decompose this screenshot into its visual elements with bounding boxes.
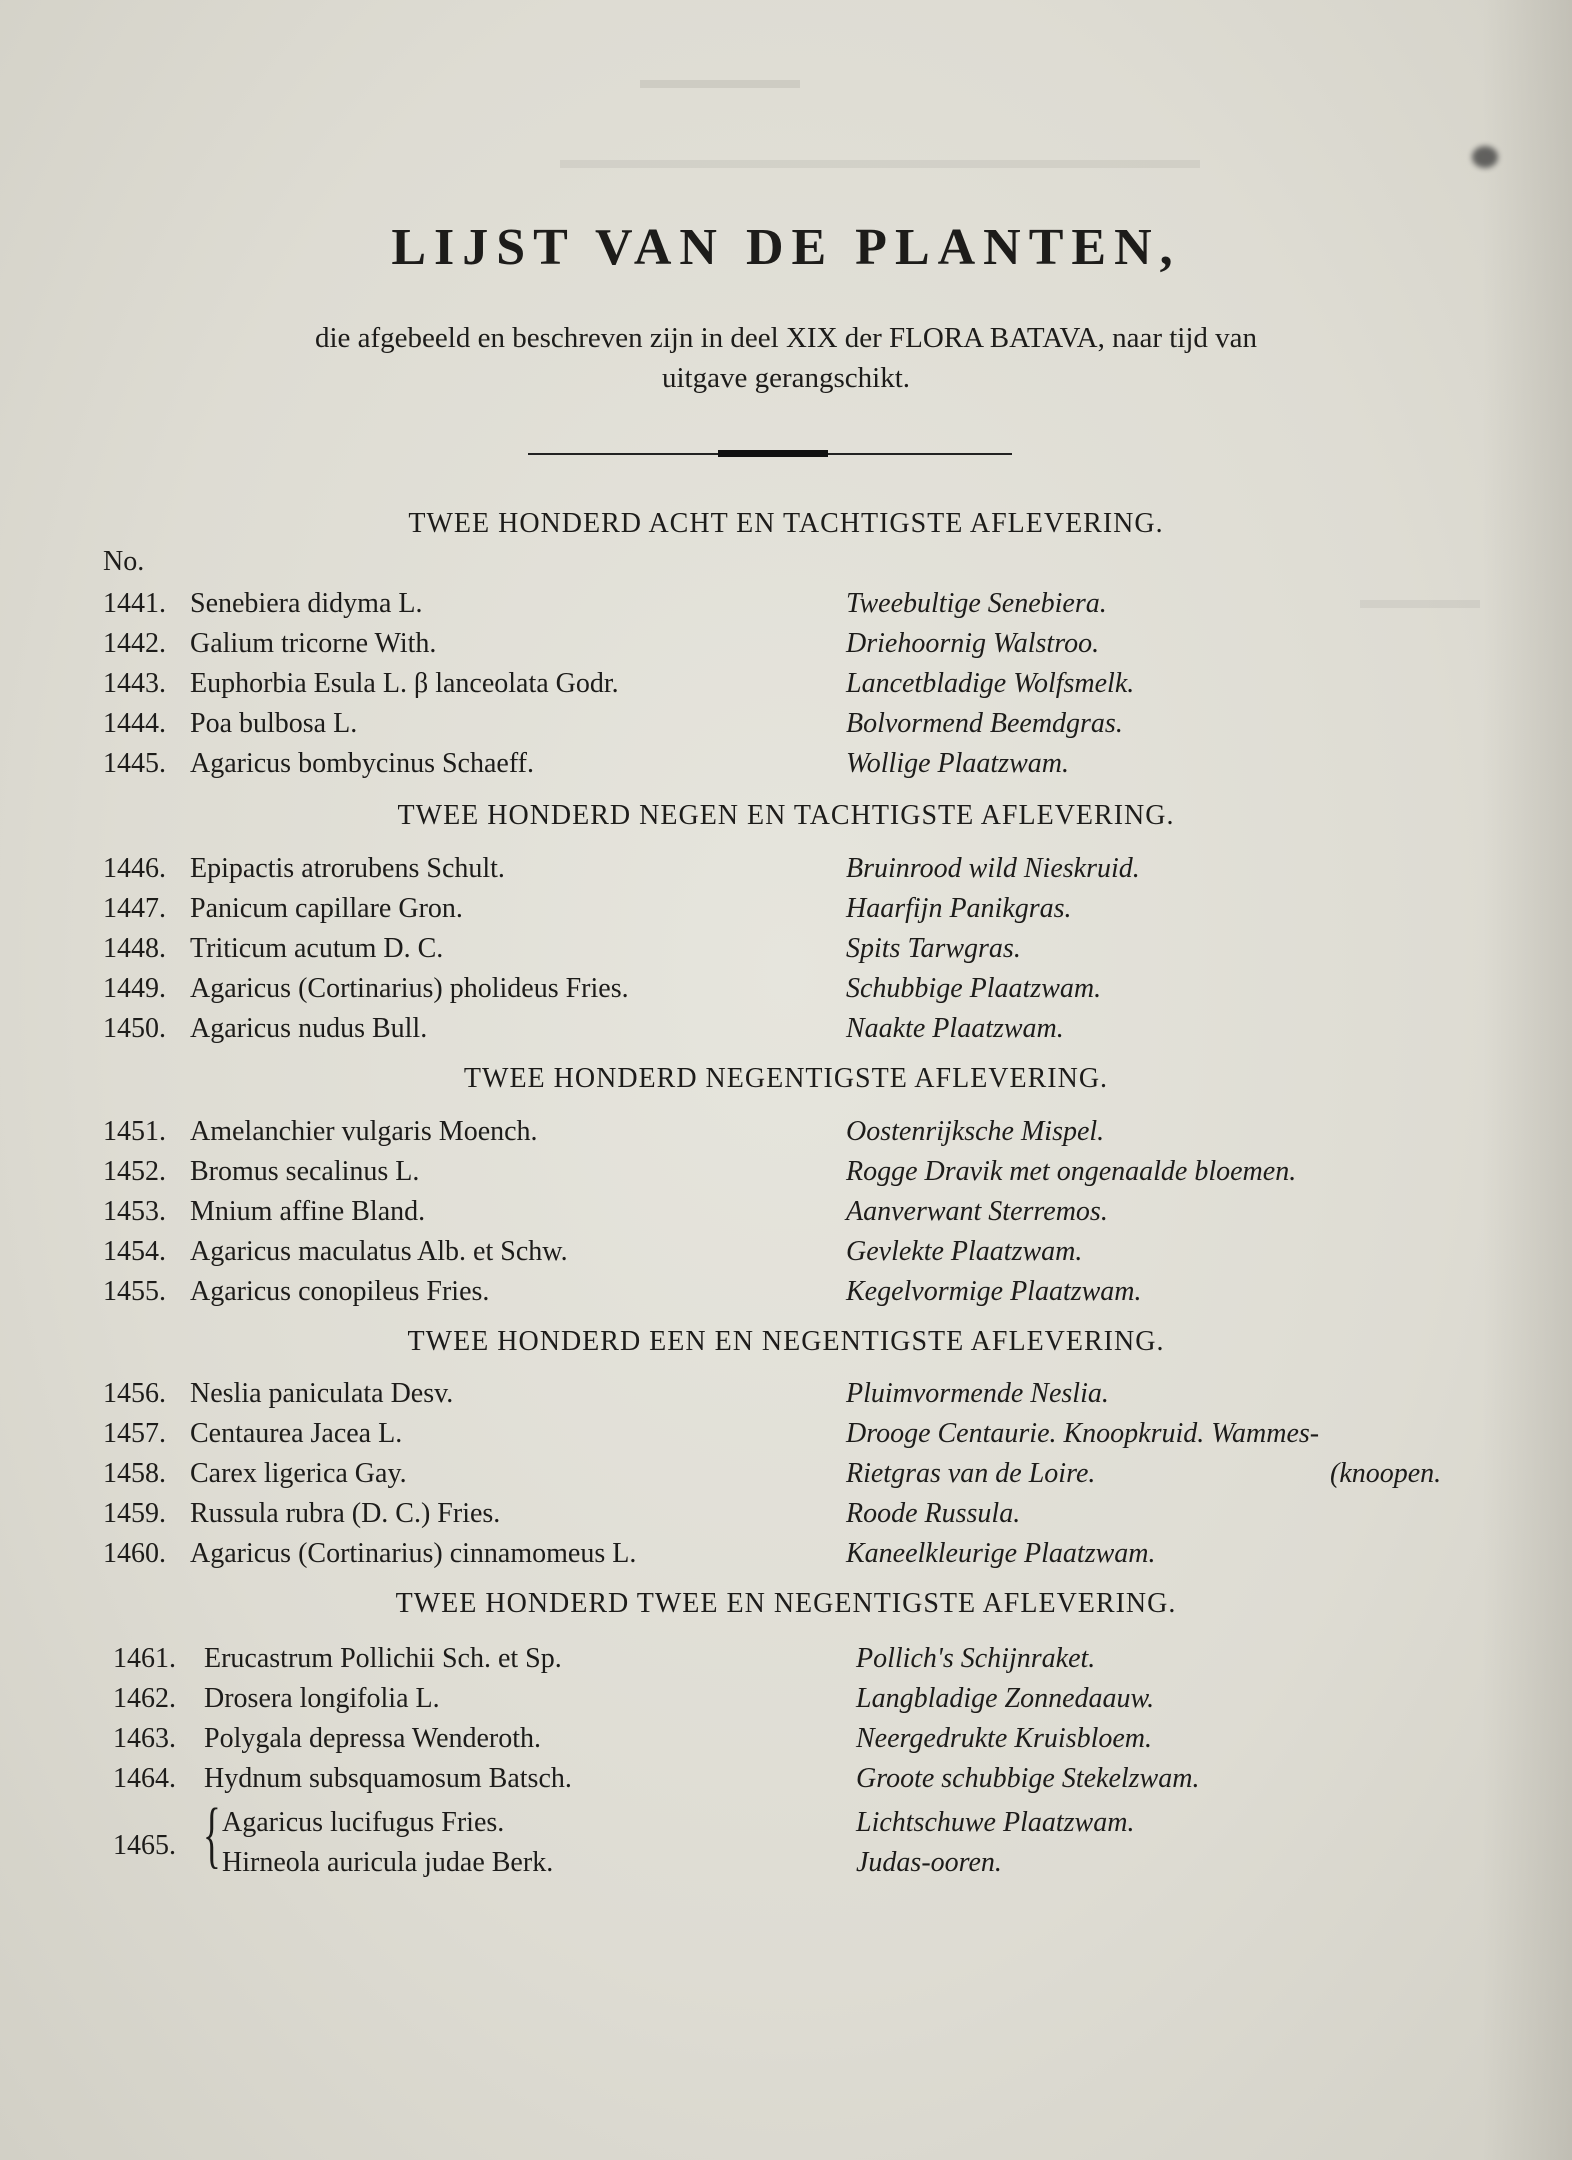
scientific-name: Polygala depressa Wenderoth. — [204, 1723, 542, 1754]
common-name: Lancetbladige Wolfsmelk. — [846, 668, 1135, 699]
scientific-name: Agaricus conopileus Fries. — [190, 1276, 490, 1307]
list-item — [0, 588, 1572, 628]
scientific-name: Panicum capillare Gron. — [190, 893, 463, 924]
common-name: Judas-ooren. — [856, 1847, 1002, 1878]
common-name: Pluimvormende Neslia. — [846, 1378, 1109, 1409]
number-column-label: No. — [103, 546, 145, 577]
list-item — [0, 1013, 1572, 1053]
section-heading: TWEE HONDERD NEGENTIGSTE AFLEVERING. — [463, 1063, 1109, 1094]
scientific-name: Centaurea Jacea L. — [190, 1418, 403, 1449]
common-name: Drooge Centaurie. Knoopkruid. Wammes- — [846, 1418, 1320, 1449]
scientific-name: Amelanchier vulgaris Moench. — [190, 1116, 538, 1147]
section-heading: TWEE HONDERD TWEE EN NEGENTIGSTE AFLEVERING. — [395, 1588, 1177, 1619]
list-item — [0, 1643, 1572, 1683]
list-item — [0, 893, 1572, 933]
list-item — [0, 1236, 1572, 1276]
entry-number: 1441. — [103, 588, 166, 619]
entry-number: 1455. — [103, 1276, 166, 1307]
page-title: LIJST VAN DE PLANTEN, — [391, 219, 1181, 276]
common-name: Groote schubbige Stekelzwam. — [856, 1763, 1200, 1794]
common-name: Langbladige Zonnedaauw. — [856, 1683, 1155, 1714]
entry-number: 1462. — [113, 1683, 176, 1714]
entry-number: 1457. — [103, 1418, 166, 1449]
list-item — [0, 748, 1572, 788]
scientific-name: Drosera longifolia L. — [204, 1683, 440, 1714]
scientific-name: Agaricus lucifugus Fries. — [222, 1807, 505, 1838]
entry-number: 1464. — [113, 1763, 176, 1794]
common-name: Tweebultige Senebiera. — [846, 588, 1107, 619]
list-item — [0, 1723, 1572, 1763]
list-item — [0, 1538, 1572, 1578]
section-heading: TWEE HONDERD NEGEN EN TACHTIGSTE AFLEVERING. — [397, 800, 1175, 831]
entry-number: 1452. — [103, 1156, 166, 1187]
entry-number: 1454. — [103, 1236, 166, 1267]
list-item — [0, 1847, 1572, 1887]
common-name: Pollich's Schijnraket. — [856, 1643, 1096, 1674]
list-item — [0, 1458, 1572, 1498]
common-name: Haarfijn Panikgras. — [846, 893, 1072, 924]
scientific-name: Erucastrum Pollichii Sch. et Sp. — [204, 1643, 562, 1674]
common-name: Schubbige Plaatzwam. — [846, 973, 1102, 1004]
entry-number: 1444. — [103, 708, 166, 739]
scientific-name: Mnium affine Bland. — [190, 1196, 426, 1227]
scientific-name: Agaricus (Cortinarius) pholideus Fries. — [190, 973, 629, 1004]
bleed-through-mark — [560, 160, 1200, 168]
entry-number: 1463. — [113, 1723, 176, 1754]
common-name: Neergedrukte Kruisbloem. — [856, 1723, 1153, 1754]
ink-smudge — [1472, 146, 1498, 168]
common-name: Rogge Dravik met ongenaalde bloemen. — [846, 1156, 1297, 1187]
section-heading: TWEE HONDERD EEN EN NEGENTIGSTE AFLEVERING. — [407, 1326, 1165, 1357]
scientific-name: Agaricus bombycinus Schaeff. — [190, 748, 534, 779]
entry-number: 1458. — [103, 1458, 166, 1489]
entry-number: 1459. — [103, 1498, 166, 1529]
divider-rule-center — [718, 450, 828, 457]
list-item — [0, 1498, 1572, 1538]
common-name: Kegelvormige Plaatzwam. — [846, 1276, 1142, 1307]
list-item — [0, 973, 1572, 1013]
scientific-name: Hirneola auricula judae Berk. — [222, 1847, 554, 1878]
scientific-name: Poa bulbosa L. — [190, 708, 358, 739]
list-item — [0, 1276, 1572, 1316]
scientific-name: Agaricus (Cortinarius) cinnamomeus L. — [190, 1538, 637, 1569]
list-item — [0, 1683, 1572, 1723]
entry-number: 1449. — [103, 973, 166, 1004]
entry-number: 1447. — [103, 893, 166, 924]
entry-number: 1450. — [103, 1013, 166, 1044]
list-item — [0, 853, 1572, 893]
scientific-name: Epipactis atrorubens Schult. — [190, 853, 505, 884]
scientific-name: Russula rubra (D. C.) Fries. — [190, 1498, 501, 1529]
scientific-name: Neslia paniculata Desv. — [190, 1378, 454, 1409]
page-subtitle — [120, 318, 1452, 398]
common-name: Bruinrood wild Nieskruid. — [846, 853, 1140, 884]
common-name: Lichtschuwe Plaatzwam. — [856, 1807, 1135, 1838]
common-name: Wollige Plaatzwam. — [846, 748, 1069, 779]
entry-number: 1442. — [103, 628, 166, 659]
common-name: Spits Tarwgras. — [846, 933, 1021, 964]
entry-number: 1461. — [113, 1643, 176, 1674]
list-item — [0, 628, 1572, 668]
entry-number: 1460. — [103, 1538, 166, 1569]
list-item — [0, 668, 1572, 708]
scientific-name: Bromus secalinus L. — [190, 1156, 420, 1187]
common-name-continuation: (knoopen. — [1330, 1458, 1442, 1489]
entry-number: 1453. — [103, 1196, 166, 1227]
list-item — [0, 1807, 1572, 1847]
entry-number: 1451. — [103, 1116, 166, 1147]
scientific-name: Senebiera didyma L. — [190, 588, 423, 619]
list-item — [0, 1156, 1572, 1196]
common-name: Driehoornig Walstroo. — [846, 628, 1100, 659]
common-name: Bolvormend Beemdgras. — [846, 708, 1123, 739]
common-name: Oostenrijksche Mispel. — [846, 1116, 1105, 1147]
scientific-name: Carex ligerica Gay. — [190, 1458, 407, 1489]
list-item — [0, 1378, 1572, 1418]
grouping-brace: { — [203, 1794, 221, 1876]
subtitle-line-2: uitgave gerangschikt. — [661, 362, 911, 394]
common-name: Roode Russula. — [846, 1498, 1021, 1529]
common-name: Naakte Plaatzwam. — [846, 1013, 1064, 1044]
entry-number: 1446. — [103, 853, 166, 884]
list-item — [0, 1418, 1572, 1458]
scientific-name: Galium tricorne With. — [190, 628, 437, 659]
list-item — [0, 933, 1572, 973]
common-name: Kaneelkleurige Plaatzwam. — [846, 1538, 1156, 1569]
scientific-name: Triticum acutum D. C. — [190, 933, 444, 964]
common-name: Aanverwant Sterremos. — [846, 1196, 1108, 1227]
entry-number: 1465. — [113, 1830, 176, 1861]
list-item — [0, 1196, 1572, 1236]
scientific-name: Hydnum subsquamosum Batsch. — [204, 1763, 572, 1794]
entry-number: 1445. — [103, 748, 166, 779]
entry-number: 1443. — [103, 668, 166, 699]
subtitle-line-1: die afgebeeld en beschreven zijn in deel XIX der FLORA BATAVA, naar tijd van — [314, 322, 1258, 354]
list-item — [0, 708, 1572, 748]
scientific-name: Agaricus nudus Bull. — [190, 1013, 428, 1044]
scientific-name: Euphorbia Esula L. β lanceolata Godr. — [190, 668, 619, 699]
entry-number: 1456. — [103, 1378, 166, 1409]
common-name: Gevlekte Plaatzwam. — [846, 1236, 1083, 1267]
list-item — [0, 1116, 1572, 1156]
list-item — [0, 1763, 1572, 1803]
common-name: Rietgras van de Loire. — [846, 1458, 1096, 1489]
scientific-name: Agaricus maculatus Alb. et Schw. — [190, 1236, 568, 1267]
bleed-through-mark — [640, 80, 800, 88]
entry-number: 1448. — [103, 933, 166, 964]
section-heading: TWEE HONDERD ACHT EN TACHTIGSTE AFLEVERING. — [408, 508, 1164, 539]
